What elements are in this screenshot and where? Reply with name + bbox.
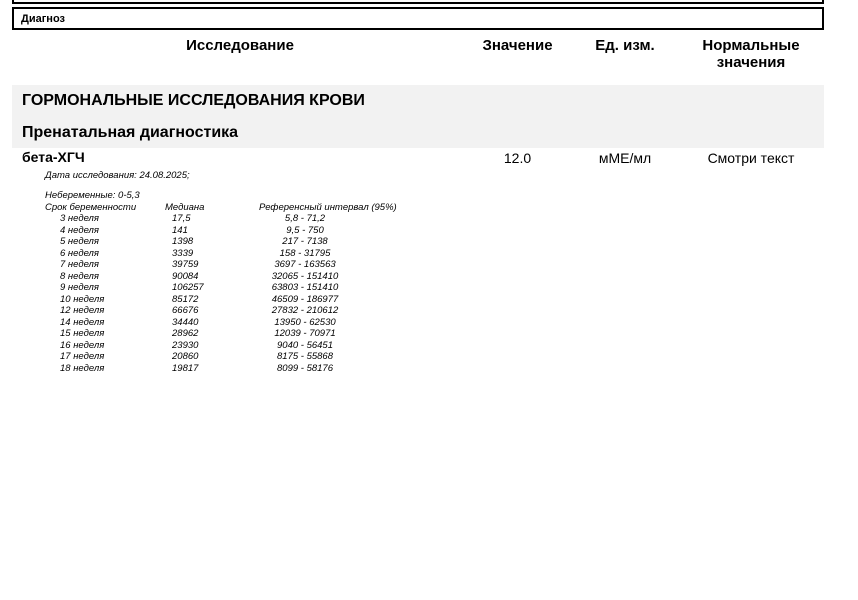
ref-median: 106257 <box>172 282 204 293</box>
ref-median: 20860 <box>172 351 199 362</box>
ref-week: 3 неделя <box>60 213 99 224</box>
ref-col-week: Срок беременности <box>45 202 137 213</box>
ref-week: 6 неделя <box>60 247 99 259</box>
ref-col-interval: Референсный интервал (95%) <box>259 202 397 213</box>
table-row <box>0 305 500 317</box>
ref-interval: 3697 - 163563 <box>274 259 336 270</box>
test-value: 12.0 <box>503 150 532 166</box>
ref-interval: 13950 - 62530 <box>274 316 336 328</box>
column-study: Исследование <box>186 37 294 54</box>
column-norm-line2: значения <box>716 54 786 71</box>
ref-interval: 8099 - 58176 <box>277 362 333 374</box>
ref-interval: 158 - 31795 <box>279 247 331 259</box>
ref-median: 141 <box>172 224 188 236</box>
ref-median: 90084 <box>172 270 199 282</box>
column-unit: Ед. изм. <box>595 37 655 54</box>
ref-median: 39759 <box>172 259 199 270</box>
ref-week: 7 неделя <box>60 259 99 270</box>
ref-interval: 217 - 7138 <box>282 236 328 247</box>
table-header <box>0 37 858 77</box>
table-row <box>0 363 500 375</box>
ref-median: 1398 <box>172 236 194 247</box>
table-row <box>0 259 500 271</box>
study-date: Дата исследования: 24.08.2025; <box>45 170 190 181</box>
ref-week: 8 неделя <box>60 270 99 282</box>
table-row <box>0 236 500 248</box>
test-norm: Смотри текст <box>707 150 795 166</box>
table-row <box>0 282 500 294</box>
diagnosis-label: Диагноз <box>21 13 65 25</box>
ref-interval: 46509 - 186977 <box>271 293 339 305</box>
ref-median: 28962 <box>172 328 199 339</box>
ref-week: 10 неделя <box>60 293 105 305</box>
table-row <box>0 294 500 306</box>
ref-interval: 27832 - 210612 <box>271 305 339 316</box>
ref-median: 34440 <box>172 316 199 328</box>
ref-interval: 5,8 - 71,2 <box>284 213 326 224</box>
ref-interval: 9,5 - 750 <box>286 224 324 236</box>
ref-week: 15 неделя <box>60 328 105 339</box>
table-row <box>0 271 500 283</box>
table-row <box>0 340 500 352</box>
ref-week: 4 неделя <box>60 224 99 236</box>
subsection-title: Пренатальная диагностика <box>22 124 239 141</box>
test-name: бета-ХГЧ <box>22 149 85 165</box>
table-row <box>0 317 500 329</box>
ref-interval: 8175 - 55868 <box>277 351 333 362</box>
ref-median: 19817 <box>172 362 199 374</box>
table-row <box>0 351 500 363</box>
table-row <box>0 225 500 237</box>
diagnosis-box <box>12 7 824 30</box>
table-row <box>0 213 500 225</box>
column-norm-line1: Нормальные <box>702 37 800 54</box>
ref-week: 18 неделя <box>60 362 105 374</box>
table-row <box>0 248 500 260</box>
reference-table <box>0 213 500 374</box>
test-unit: мМЕ/мл <box>598 150 652 166</box>
ref-week: 12 неделя <box>60 305 105 316</box>
column-norm <box>690 37 812 71</box>
section-title: ГОРМОНАЛЬНЫЕ ИССЛЕДОВАНИЯ КРОВИ <box>22 92 365 109</box>
non-pregnant-range: Небеременные: 0-5,3 <box>45 190 140 201</box>
table-row <box>0 328 500 340</box>
top-frame-line <box>12 0 824 4</box>
column-value: Значение <box>482 37 553 54</box>
ref-interval: 32065 - 151410 <box>271 270 339 282</box>
ref-week: 14 неделя <box>60 316 105 328</box>
ref-col-median: Медиана <box>165 202 205 213</box>
ref-median: 23930 <box>172 339 199 351</box>
ref-interval: 12039 - 70971 <box>274 328 336 339</box>
ref-week: 17 неделя <box>60 351 105 362</box>
ref-week: 9 неделя <box>60 282 99 293</box>
ref-interval: 9040 - 56451 <box>277 339 333 351</box>
ref-interval: 63803 - 151410 <box>271 282 339 293</box>
ref-median: 17,5 <box>172 213 191 224</box>
ref-median: 85172 <box>172 293 199 305</box>
ref-median: 3339 <box>172 247 194 259</box>
ref-median: 66676 <box>172 305 199 316</box>
ref-week: 5 неделя <box>60 236 99 247</box>
ref-week: 16 неделя <box>60 339 105 351</box>
